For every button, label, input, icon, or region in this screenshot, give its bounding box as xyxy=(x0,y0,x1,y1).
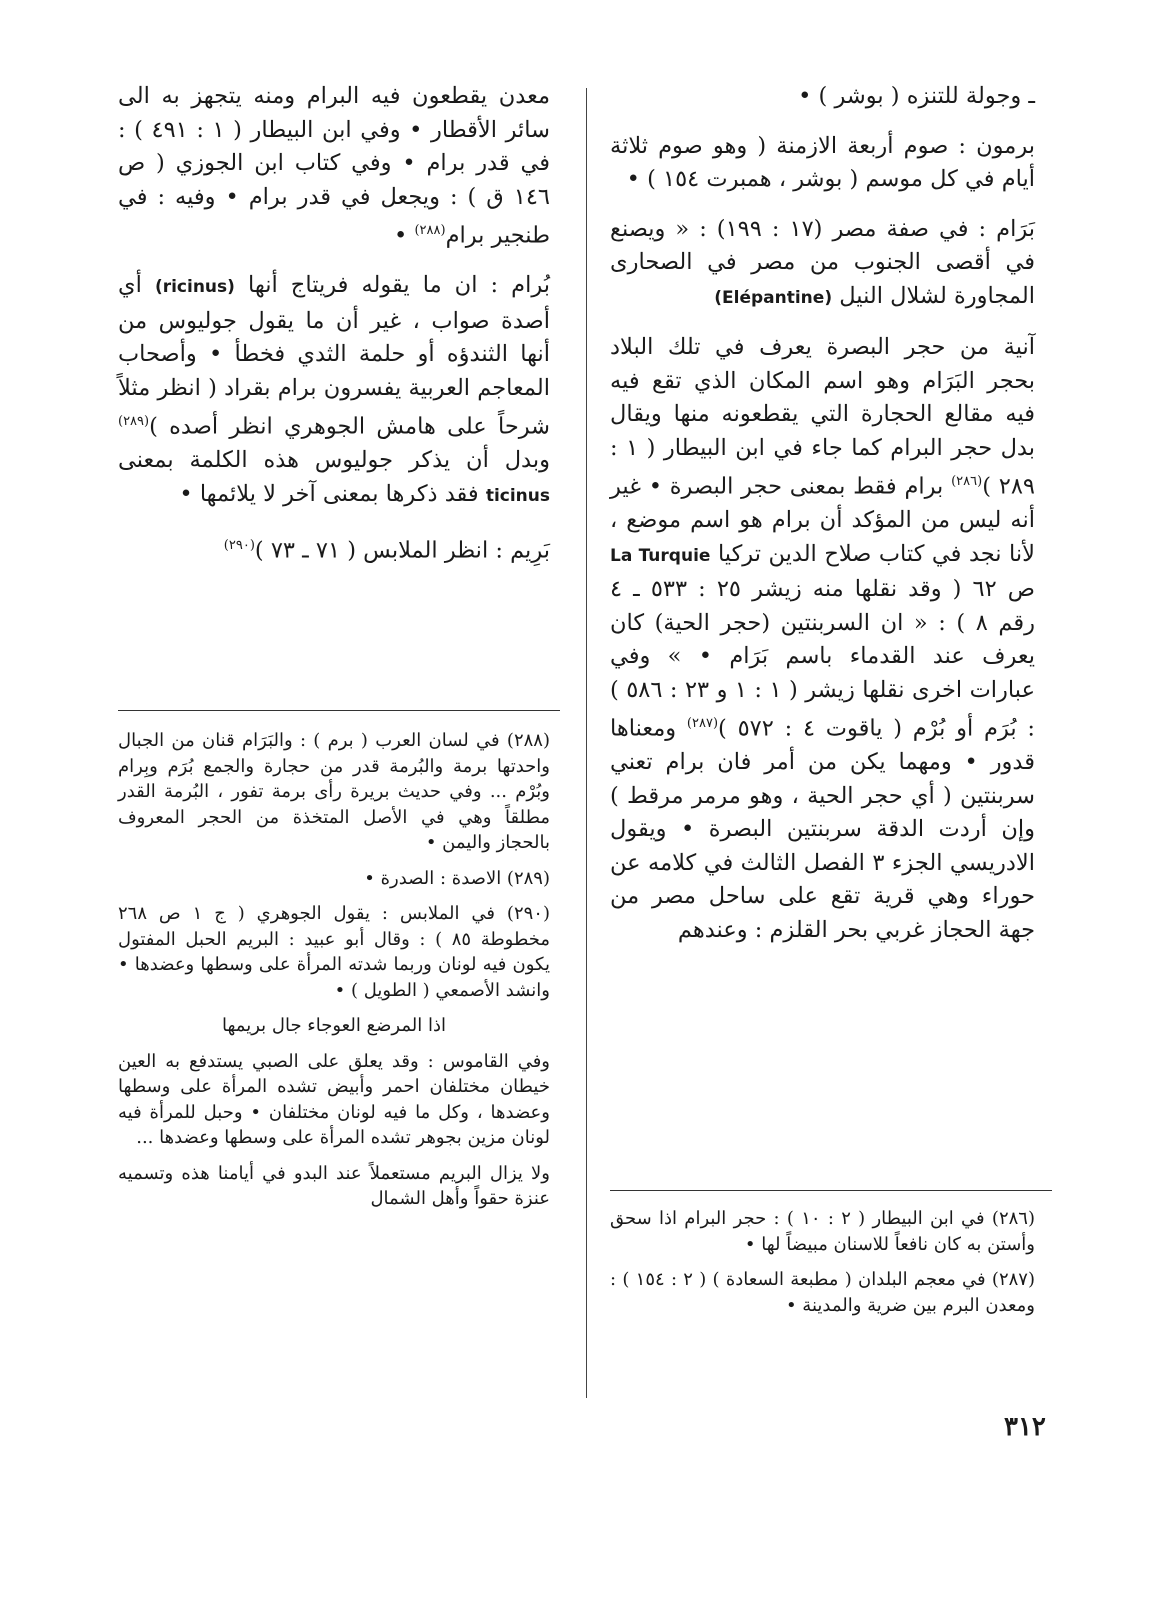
latin-term: (Elépantine) xyxy=(714,287,833,308)
paragraph-text: معدن يقطعون فيه البرام ومنه يتجهز به الى سائر الأقطار • وفي ابن البيطار ( ١ : ٤٩١ ) : في قدر برام • وفي كتاب ابن الجوزي ( ص ١٤٦ ق ) : ويجعل في قدر برام • وفيه : في طنجير برام xyxy=(118,83,550,249)
footnote-rule xyxy=(118,710,560,711)
left-footnotes xyxy=(118,728,550,1222)
latin-term: ticinus xyxy=(485,485,550,506)
footnote: (٢٨٩) الاصدة : الصدرة • xyxy=(364,867,550,889)
footnote-ref: (٢٨٩) xyxy=(118,414,150,429)
paragraph: معدن يقطعون فيه البرام ومنه يتجهز به الى سائر الأقطار • وفي ابن البيطار ( ١ : ٤٩١ ) : في قدر برام • وفي كتاب ابن الجوزي ( ص ١٤٦ ق ) : ويجعل في قدر برام • وفيه : في طنجير برام$^{(٢٨٨)}$ • xyxy=(118,83,550,249)
footnote-ref: (٢٨٦) xyxy=(951,474,983,489)
footnote-ref: (٢٨٨) xyxy=(414,223,446,238)
paragraph-text: ومعناها قدور • ومهما يكن من أمر فان برام تعني سربنتين ( أي حجر الحية ، وهو مرمر مرقط ) وإن أردت الدقة سربنتين البصرة • ويقول الادريسي الجزء ٣ الفصل الثالث في كلامه عن حوراء وهي قرية تقع على ساحل مصر من جهة الحجاز غربي بحر القلزم : وعندهم xyxy=(610,715,1035,943)
latin-term: (ricinus) xyxy=(154,277,235,297)
paragraph-text: أي أصدة صواب ، غير أن ما يقول جوليوس من أنها الثندؤه أو حلمة الثدي فخطأ • وأصحاب المعاجم العربية يفسرون برام بقراد ( انظر مثلاً شرحاً على هامش الجوهري انظر أصده ) xyxy=(118,272,550,440)
paragraph-text: بَرَام : في صفة مصر (١٧ : ١٩٩) : « ويصنع في أقصى الجنوب من مصر في الصحارى المجاورة لشلال النيل xyxy=(610,215,1035,309)
paragraph-text: ص ٦٢ ( وقد نقلها منه زيشر ٢٥ : ٥٣٣ ـ ٤ رقم ٨ ) : « ان السربنتين (حجر الحية) كان يعرف عند القدماء باسم بَرَام • » وفي عبارات اخرى نقلها زيشر ( ١ : ١ و ٢٣ : ٥٨٦ ) : بُرَم أو بُرْم ( ياقوت ٤ : ٥٧٢ ) xyxy=(610,576,1036,742)
footnote: ولا يزال البريم مستعملاً عند البدو في أيامنا هذه وتسميه عنزة حقواً وأهل الشمال xyxy=(118,1162,550,1209)
footnote: (٢٨٧) في معجم البلدان ( مطبعة السعادة ) ( ٢ : ١٥٤ ) : ومعدن البرم بين ضرية والمدينة • xyxy=(610,1269,1036,1316)
footnote: (٢٨٨) في لسان العرب ( برم ) : والبَرَام قنان من الجبال واحدتها برمة والبُرمة قدر من حجارة والجمع بُرَم وبِرام وبُرْم ... وفي حديث بريرة رأى برمة تفور ، البُرمة القدر مطلقاً وهي في الأصل المتخذة من الحجر المعروف بالحجاز واليمن • xyxy=(118,730,550,853)
right-column xyxy=(610,80,1035,963)
paragraph xyxy=(610,213,1035,316)
paragraph-text: آنية من حجر البصرة يعرف في تلك البلاد بحجر البَرَام وهو اسم المكان الذي تقع فيه فيه مقالع الحجارة التي يقطعونه منها ويقال بدل حجر البرام كما جاء في ابن البيطار ( ١ : ٢٨٩ ) xyxy=(610,334,1036,500)
right-footnotes xyxy=(610,1206,1035,1328)
right-main-text xyxy=(610,80,1035,947)
poem-verse: اذا المرضع العوجاء جال بريمها xyxy=(222,1015,446,1036)
paragraph-text: برام فقط بمعنى حجر البصرة • غير أنه ليس من المؤكد أن برام هو اسم موضع ، لأنا نجد في كتاب صلاح الدين تركيا xyxy=(610,473,1035,567)
paragraph-text: بَرِيم : انظر الملابس ( ٧١ ـ ٧٣ ) xyxy=(254,537,550,564)
page-number: ٣١٢ xyxy=(1004,1412,1046,1442)
latin-term: La Turquie xyxy=(610,545,711,566)
paragraph: برمون : صوم أربعة الازمنة ( وهو صوم ثلاثة أيام في كل موسم ( بوشر ، همبرت ١٥٤ ) • xyxy=(610,132,1035,192)
paragraph-text: بُرام : ان ما يقوله فريتاج أنها xyxy=(248,272,551,298)
footnote-ref: (٢٩٠) xyxy=(223,538,255,553)
paragraph xyxy=(118,529,550,568)
footnote-rule xyxy=(610,1190,1052,1191)
paragraph: ـ وجولة للتنزه ( بوشر ) • xyxy=(798,83,1035,109)
footnote-ref: (٢٨٧) xyxy=(686,716,719,731)
footnote: (٢٨٦) في ابن البيطار ( ٢ : ١٠ ) : حجر البرام اذا سحق وأستن به كان نافعاً للاسنان مبيضاً لها • xyxy=(610,1208,1035,1255)
left-column xyxy=(118,80,550,584)
paragraph-text: فقد ذكرها بمعنى آخر لا يلائمها • xyxy=(179,480,479,507)
paragraph xyxy=(610,331,1035,947)
footnote: وفي القاموس : وقد يعلق على الصبي يستدفع به العين خيطان مختلفان احمر وأبيض تشده المرأة على وسطها وعضدها ، وكل ما فيه لونان مختلفان • وحبل للمرأة فيه لونان مزين بجوهر تشده المرأة على وسطها وعضدها ... xyxy=(118,1050,550,1148)
footnote: (٢٩٠) في الملابس : يقول الجوهري ( ج ١ ص ٢٦٨ مخطوطة ٨٥ ) : وقال أبو عبيد : البريم الحبل المفتول يكون فيه لونان وربما شدته المرأة على وسطها وعضدها • وانشد الأصمعي ( الطويل ) • xyxy=(118,903,550,1001)
left-main-text xyxy=(118,80,550,568)
column-divider xyxy=(586,88,587,1398)
paragraph xyxy=(118,269,550,513)
paragraph-text: وبدل أن يذكر جوليوس هذه الكلمة بمعنى xyxy=(118,447,550,473)
